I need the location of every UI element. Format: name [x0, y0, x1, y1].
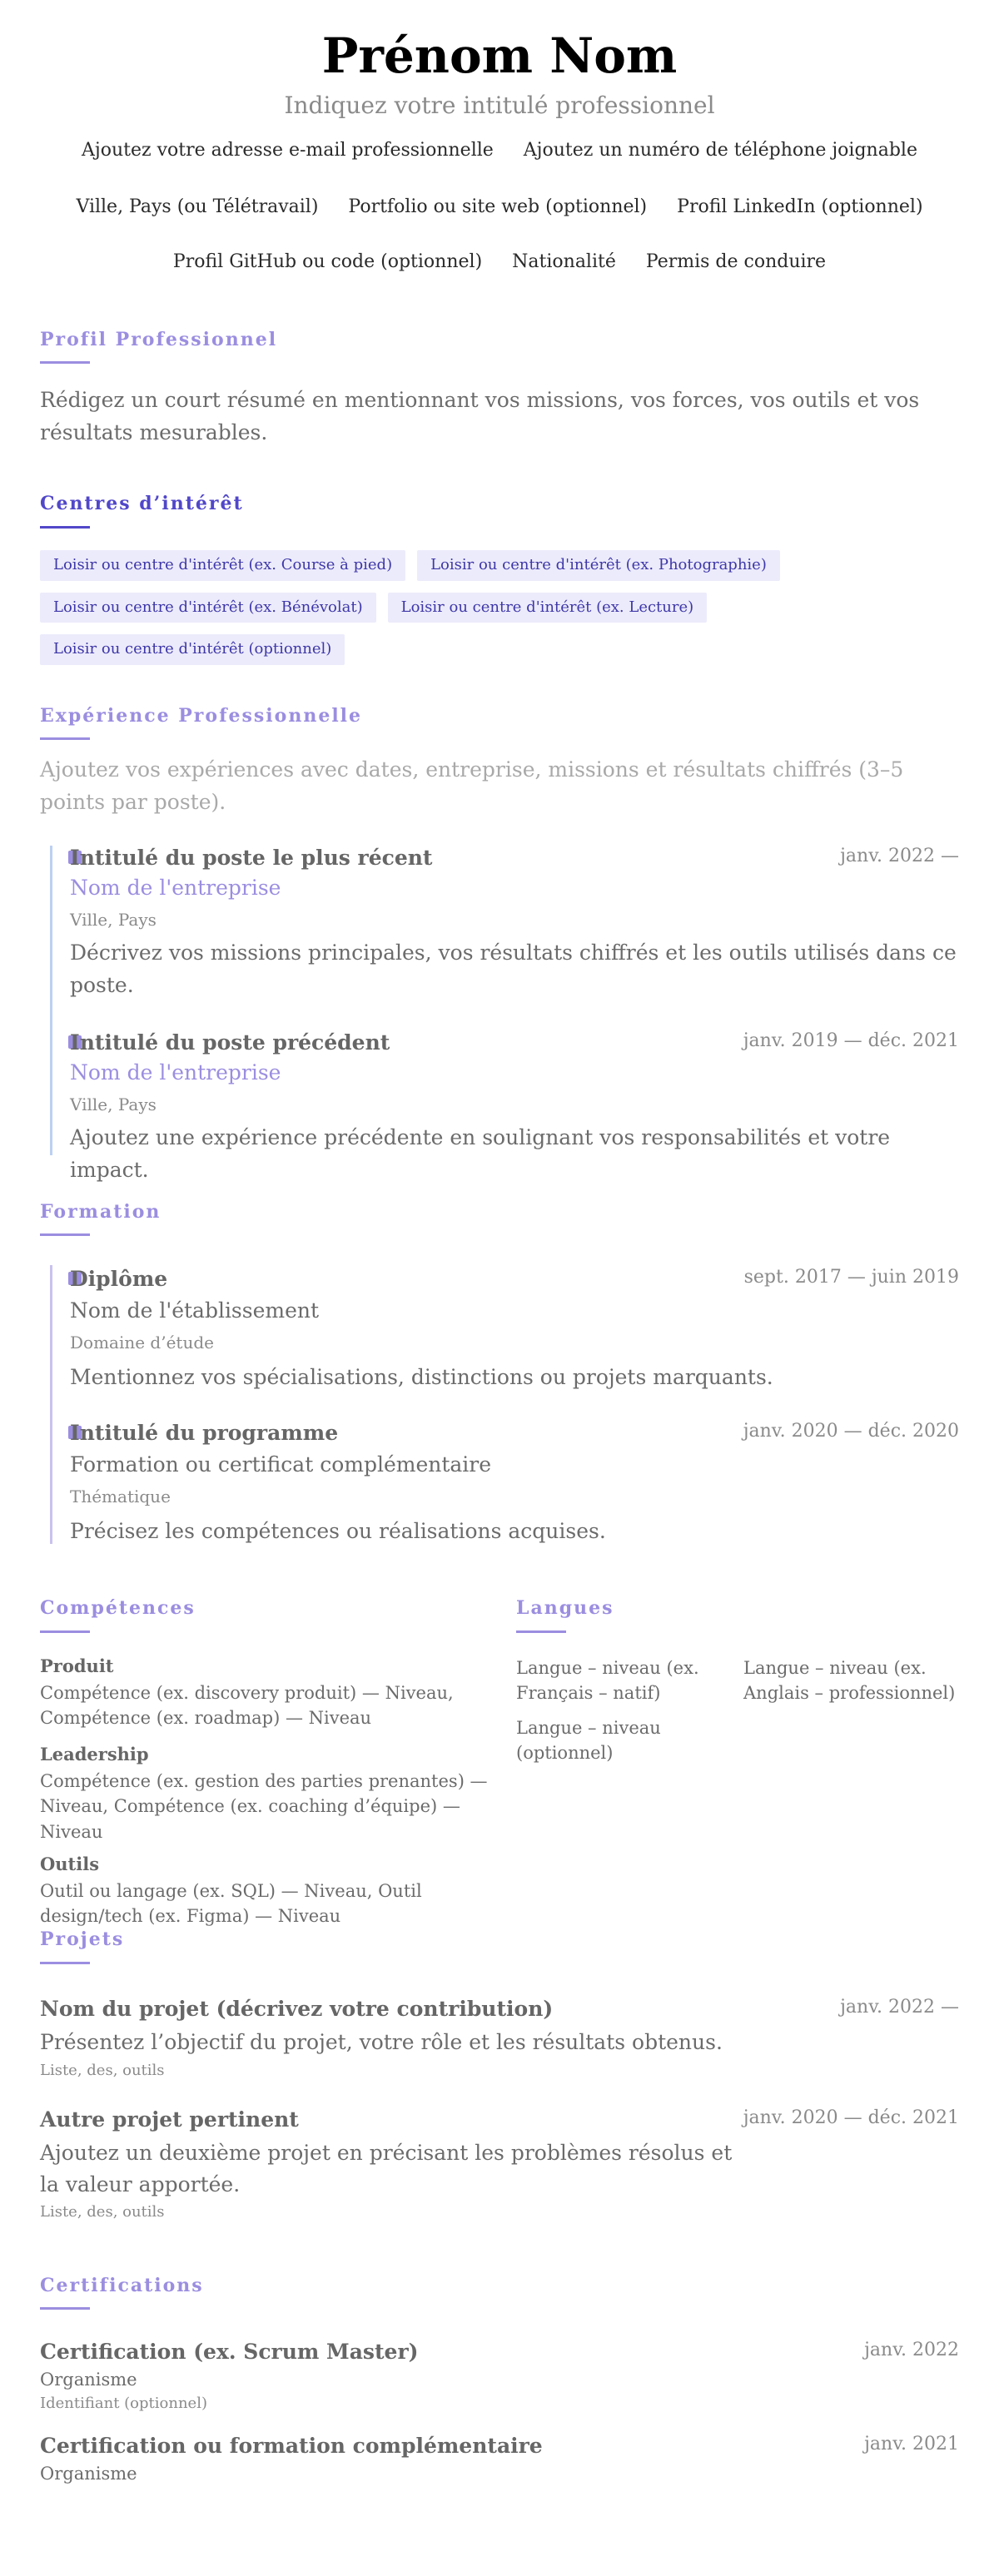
project-tools: Liste, des, outils	[40, 2062, 165, 2079]
project-dates: janv. 2020 — déc. 2021	[743, 2107, 959, 2128]
skill-group-name: Leadership	[40, 1744, 149, 1764]
project-title: Nom du projet (décrivez votre contribution)	[40, 1997, 554, 2021]
job-title: Intitulé du poste précédent	[70, 1030, 390, 1055]
contact-location: Ville, Pays (ou Télétravail)	[76, 196, 319, 217]
school-name: Formation ou certificat complémentaire	[70, 1452, 492, 1477]
field-of-study: Thématique	[70, 1487, 171, 1506]
job-dates: janv. 2019 — déc. 2021	[743, 1030, 959, 1051]
section-title-languages: Langues	[516, 1597, 614, 1619]
section-divider	[40, 1233, 90, 1236]
education-dates: janv. 2020 — déc. 2020	[743, 1421, 959, 1442]
interest-chip: Loisir ou centre d'intérêt (optionnel)	[40, 634, 345, 665]
profile-summary: Rédigez un court résumé en mentionnant vos missions, vos forces, vos outils et vos résultats mesurables.	[40, 388, 920, 444]
job-location: Ville, Pays	[70, 1094, 157, 1114]
certification-id: Identifiant (optionnel)	[40, 2395, 207, 2412]
section-title-experience: Expérience Professionnelle	[40, 705, 363, 727]
certification-title: Certification ou formation complémentaire	[40, 2434, 543, 2458]
section-divider	[40, 1962, 90, 1964]
job-dates: janv. 2022 —	[840, 846, 959, 866]
skill-group-items: Outil ou langage (ex. SQL) — Niveau, Outil design/tech (ex. Figma) — Niveau	[40, 1881, 422, 1927]
education-dates: sept. 2017 — juin 2019	[743, 1267, 959, 1288]
contact-linkedin: Profil LinkedIn (optionnel)	[677, 196, 923, 217]
certification-issuer: Organisme	[40, 2464, 137, 2484]
education-description: Précisez les compétences ou réalisations acquises.	[70, 1519, 606, 1543]
contact-driving-license: Permis de conduire	[645, 251, 827, 272]
contact-nationality: Nationalité	[512, 251, 616, 272]
interest-chip: Loisir ou centre d'intérêt (ex. Lecture)	[388, 593, 708, 623]
project-dates: janv. 2022 —	[840, 1997, 959, 2018]
contact-row	[0, 140, 999, 161]
experience-timeline	[50, 846, 52, 1155]
contact-github: Profil GitHub ou code (optionnel)	[172, 251, 483, 272]
skill-group-items: Compétence (ex. gestion des parties prenantes) — Niveau, Compétence (ex. coaching d’équipe) — Niveau	[40, 1771, 488, 1842]
contact-email: Ajoutez votre adresse e-mail professionnelle	[82, 140, 494, 161]
section-title-interests: Centres d’intérêt	[40, 493, 244, 514]
job-description: Ajoutez une expérience précédente en soulignant vos responsabilités et votre impact.	[70, 1125, 891, 1182]
company-name: Nom de l'entreprise	[70, 1060, 281, 1085]
education-description: Mentionnez vos spécialisations, distinctions ou projets marquants.	[70, 1365, 773, 1389]
language-item: Langue – niveau (optionnel)	[516, 1718, 661, 1764]
interest-chip: Loisir ou centre d'intérêt (ex. Course à pied)	[40, 550, 405, 581]
interest-chip: Loisir ou centre d'intérêt (ex. Bénévolat)	[40, 593, 376, 623]
skill-group-name: Outils	[40, 1854, 100, 1874]
field-of-study: Domaine d’étude	[70, 1333, 214, 1353]
certification-date: janv. 2021	[864, 2434, 959, 2454]
company-name: Nom de l'entreprise	[70, 876, 281, 900]
section-title-projects: Projets	[40, 1928, 125, 1950]
section-title-profile: Profil Professionnel	[40, 329, 278, 350]
contact-row	[0, 196, 999, 217]
section-title-skills: Compétences	[40, 1597, 196, 1619]
job-title: Intitulé du poste le plus récent	[70, 846, 433, 870]
language-item: Langue – niveau (ex. Français – natif)	[516, 1658, 699, 1704]
section-divider	[40, 361, 90, 364]
language-item: Langue – niveau (ex. Anglais – professionnel)	[743, 1658, 956, 1704]
interests-list	[40, 550, 964, 677]
section-divider	[40, 737, 90, 740]
job-headline: Indiquez votre intitulé professionnel	[284, 92, 715, 119]
candidate-name: Prénom Nom	[321, 27, 678, 84]
section-title-certifications: Certifications	[40, 2275, 204, 2296]
contact-phone: Ajoutez un numéro de téléphone joignable	[523, 140, 917, 161]
section-divider	[40, 1630, 90, 1633]
experience-intro: Ajoutez vos expériences avec dates, entreprise, missions et résultats chiffrés (3–5 points par poste).	[40, 757, 904, 814]
project-title: Autre projet pertinent	[40, 2107, 299, 2132]
section-divider	[40, 2307, 90, 2310]
section-title-education: Formation	[40, 1201, 162, 1223]
skill-group-items: Compétence (ex. discovery produit) — Niveau, Compétence (ex. roadmap) — Niveau	[40, 1683, 454, 1729]
project-tools: Liste, des, outils	[40, 2203, 165, 2221]
certification-issuer: Organisme	[40, 2370, 137, 2390]
skill-group-name: Produit	[40, 1655, 114, 1676]
section-divider	[516, 1630, 566, 1633]
job-description: Décrivez vos missions principales, vos résultats chiffrés et les outils utilisés dans ce poste.	[70, 941, 957, 997]
certification-date: janv. 2022	[864, 2340, 959, 2360]
degree-title: Intitulé du programme	[70, 1421, 339, 1445]
education-timeline	[50, 1265, 52, 1544]
certification-title: Certification (ex. Scrum Master)	[40, 2340, 419, 2364]
job-location: Ville, Pays	[70, 910, 157, 930]
contact-portfolio: Portfolio ou site web (optionnel)	[348, 196, 648, 217]
interest-chip: Loisir ou centre d'intérêt (ex. Photographie)	[417, 550, 780, 581]
school-name: Nom de l'établissement	[70, 1298, 320, 1323]
section-divider	[40, 526, 90, 529]
project-description: Présentez l’objectif du projet, votre rôle et les résultats obtenus.	[40, 2030, 723, 2054]
project-description: Ajoutez un deuxième projet en précisant les problèmes résolus et la valeur apportée.	[40, 2141, 733, 2196]
contact-row	[0, 251, 999, 272]
degree-title: Diplôme	[70, 1267, 168, 1291]
